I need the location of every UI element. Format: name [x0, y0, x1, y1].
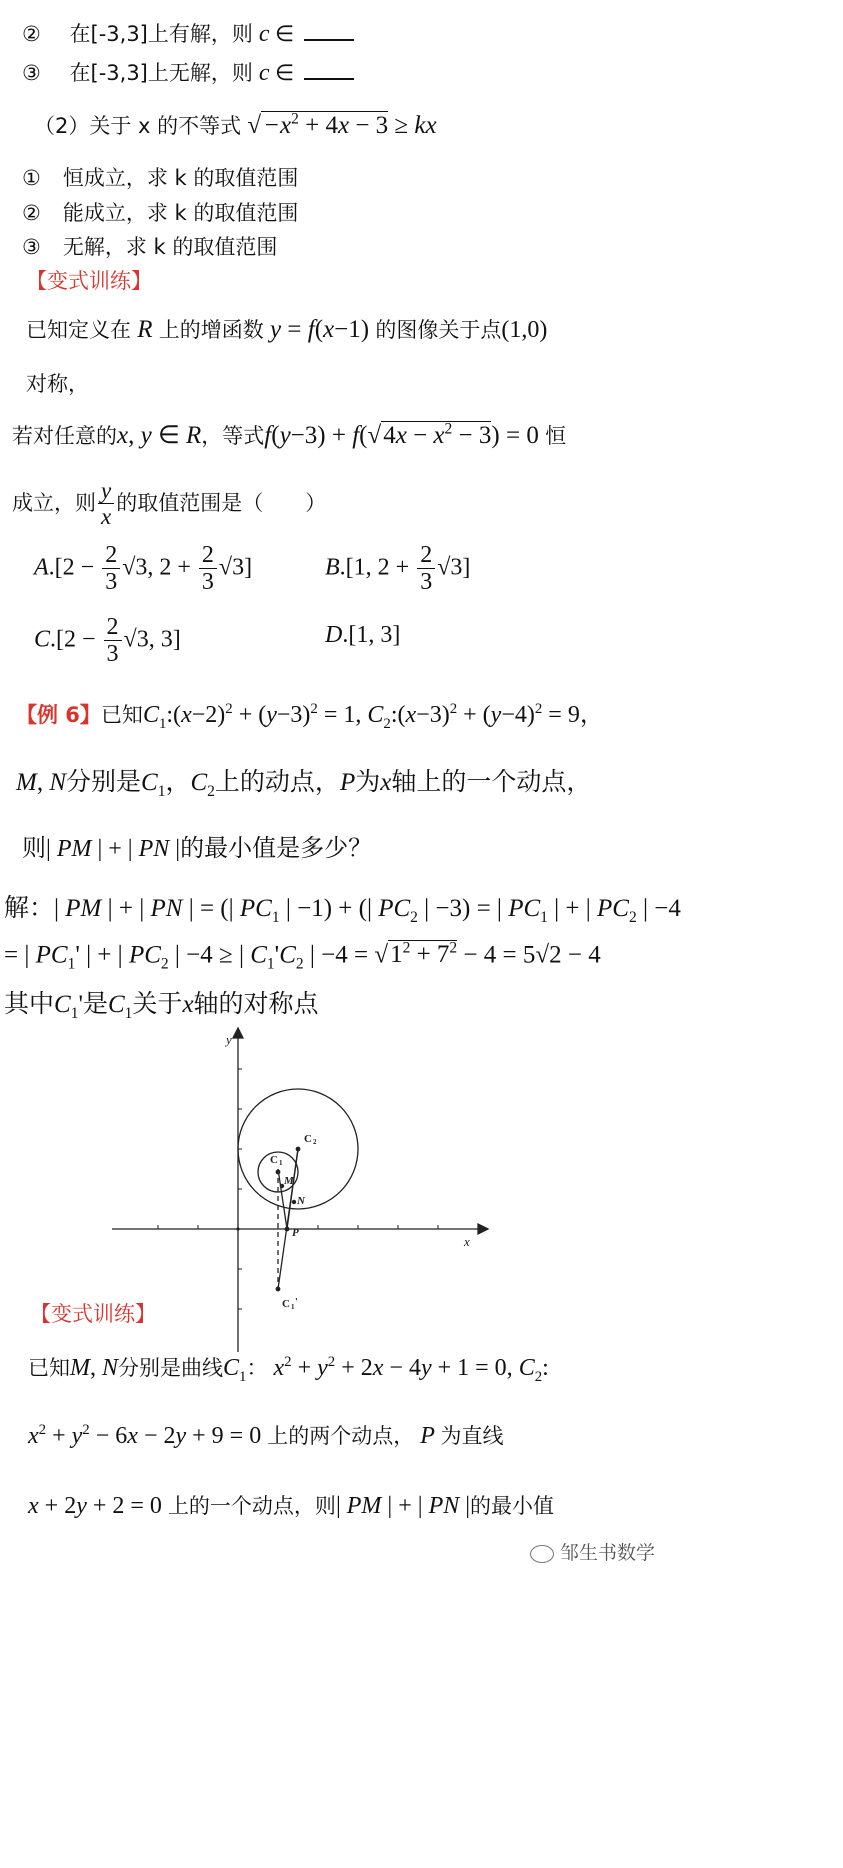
label-p: P	[292, 1227, 299, 1239]
x-axis-label: x	[464, 1234, 470, 1249]
option-3	[22, 231, 277, 261]
geometry-figure	[100, 1022, 500, 1362]
text: 的最小值是多少？	[180, 834, 373, 862]
x-axis-arrow	[478, 1224, 488, 1234]
label-m: M	[284, 1175, 294, 1187]
label-c1-sub: 1	[279, 1159, 283, 1167]
choice-b: B.[1, 2 + $\frac{2}{3}$ √3]	[325, 542, 471, 596]
text: 上的一个动点，则	[167, 1494, 336, 1518]
choice-c: C.[2 − $\frac{2}{3}$ √3, 3]	[34, 614, 181, 668]
variant1-line2: 对称，	[26, 372, 89, 396]
choice-d: D.[1, 3]	[325, 622, 401, 648]
point-n	[292, 1200, 296, 1204]
variant2-line1: 已知M, N分别是曲线$C_1$： $x^2 + y^2 + 2x - 4y + 1 = 0$, $C_2$:	[28, 1354, 549, 1385]
label-c1prime-sub: 1	[291, 1303, 295, 1311]
label-c1prime-prime: '	[295, 1297, 298, 1308]
point-c2	[296, 1147, 301, 1152]
text: 上的增函数	[158, 318, 264, 342]
solution-line1: 解：| PM | + | PN | = (| $PC_1$ | −1) + (| $PC_2$ | −3) = | $PC_1$ | + | $PC_2$ | −4	[4, 893, 681, 926]
text: 为直线	[440, 1424, 504, 1448]
item-marker: ③	[22, 235, 41, 259]
text: 轴的对称点	[193, 989, 319, 1018]
text: 的最小值	[470, 1494, 555, 1518]
item-3: ③ 在[-3,3]上无解，则 c ∈	[22, 57, 354, 87]
point-p	[285, 1227, 290, 1232]
item-marker: ②	[22, 22, 41, 46]
item-text: 无解，求 k 的取值范围	[62, 235, 278, 259]
item-marker: ①	[22, 166, 41, 190]
option-2	[22, 197, 298, 227]
text: 的取值范围是（ ）	[116, 490, 327, 515]
item-marker: ③	[22, 61, 41, 85]
part-2-title: （2）关于 x 的不等式 $√-x^2 + 4x - 3$ ≥ kx	[34, 110, 437, 139]
label-c1: C	[270, 1154, 278, 1166]
watermark-text: 邹生书数学	[560, 1542, 656, 1564]
text: 已知	[100, 703, 143, 727]
watermark	[530, 1538, 655, 1565]
text: 关于	[132, 989, 183, 1018]
variant2-line2: $x^2 + y^2 - 6x - 2y + 9 = 0$ 上的两个动点， P 为直线	[28, 1422, 504, 1449]
text: 其中	[4, 989, 55, 1018]
y-axis-arrow	[233, 1028, 243, 1038]
example6-line2: M, N分别是$C_1$，$C_2$上的动点，P为x轴上的一个动点，	[16, 767, 592, 800]
text: 是	[82, 989, 108, 1018]
text: ，等式	[201, 424, 265, 448]
item-text: 恒成立，求 k 的取值范围	[62, 166, 299, 190]
example6-line3: 则| PM | + | PN |的最小值是多少？	[22, 834, 373, 862]
part-title-text: （2）关于 x 的不等式	[34, 114, 242, 138]
text: 的图像关于点	[375, 318, 502, 342]
solution-label: 解：	[4, 893, 55, 922]
variant1-line3: 若对任意的x, y ∈ R，等式$f(y-3) + f(√4x - x^2 - 3) = 0$ 恒	[12, 420, 567, 449]
variant2-heading: 【变式训练】	[30, 1302, 156, 1326]
item-text: 能成立，求 k 的取值范围	[62, 201, 299, 225]
text: 已知	[28, 1356, 70, 1380]
text: ，	[165, 767, 191, 796]
choice-a: A.[2 − $\frac{2}{3}$ √3, 2 + $\frac{2}{3}$ √3]	[34, 542, 253, 596]
example6-line1: 【例 6】已知$C_1:(x-2)^2 + (y-3)^2 = 1$, $C_2:(x-3)^2 + (y-4)^2 = 9$，	[16, 701, 604, 732]
origin-point	[236, 1227, 239, 1230]
variant1-line1: 已知定义在 R 上的增函数 y = f(x−1) 的图像关于点(1,0)	[26, 316, 548, 343]
text: ：	[246, 1356, 268, 1380]
text: 已知定义在	[26, 318, 131, 342]
point-value: (1,0)	[501, 317, 548, 343]
variant2-line3: x + 2y + 2 = 0 上的一个动点，则| PM | + | PN |的最小值	[28, 1493, 555, 1519]
point-c1	[276, 1170, 281, 1175]
y-axis-label: y	[226, 1032, 232, 1047]
text: 恒	[545, 424, 567, 448]
label-c1prime: C	[282, 1298, 290, 1310]
label-c2: C	[304, 1133, 312, 1145]
point-c1prime	[276, 1287, 281, 1292]
label-n: N	[297, 1195, 305, 1207]
text: 为	[355, 767, 381, 796]
solution-line2: = | $PC_1'$ | + | $PC_2$ | −4 ≥ | $C_1'C_2$ | $-4 = √1^2 + 7^2 - 4 = 5√2 - 4$	[4, 940, 601, 973]
text: 成立，则	[12, 490, 96, 515]
text: 上的动点，	[214, 767, 340, 796]
solution-note: 其中$C_1'$是$C_1$关于x轴的对称点	[4, 989, 319, 1022]
variant1-line4: 成立，则 $\frac{y}{x}$ 的取值范围是（ ）	[12, 478, 327, 530]
variant-heading: 【变式训练】	[26, 269, 152, 293]
text: 分别是	[66, 767, 142, 796]
text: 上的两个动点，	[267, 1424, 415, 1448]
wechat-icon	[530, 1545, 554, 1563]
example-label: 【例 6】	[16, 703, 101, 727]
item-2: ② 在[-3,3]上有解，则 c ∈	[22, 18, 354, 48]
item-marker: ②	[22, 201, 41, 225]
item-text: 在[-3,3]上无解，则	[69, 61, 253, 85]
text: 则	[22, 834, 46, 862]
text: 轴上的一个动点，	[391, 767, 592, 796]
item-text: 在[-3,3]上有解，则	[69, 22, 253, 46]
answer-blank	[304, 64, 354, 80]
text: 分别是曲线	[118, 1356, 224, 1380]
label-c2-sub: 2	[313, 1138, 317, 1146]
text: 若对任意的	[12, 424, 117, 448]
option-1	[22, 162, 298, 192]
answer-blank	[304, 25, 354, 41]
